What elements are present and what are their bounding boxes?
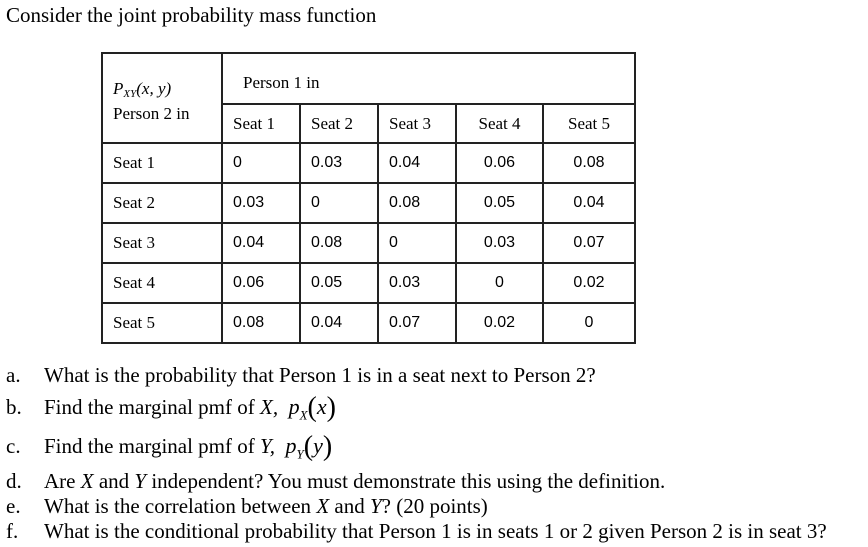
row-label: Seat 2 bbox=[102, 183, 222, 223]
table-cell: 0.07 bbox=[378, 303, 456, 343]
table-cell: 0.03 bbox=[300, 143, 378, 183]
table-cell: 0.05 bbox=[456, 183, 543, 223]
page-heading: Consider the joint probability mass function bbox=[6, 3, 377, 27]
table-cell: 0 bbox=[543, 303, 635, 343]
table-cell: 0.04 bbox=[222, 223, 300, 263]
table-row bbox=[102, 183, 635, 223]
row-label: Seat 4 bbox=[102, 263, 222, 303]
table-cell: 0 bbox=[222, 143, 300, 183]
table-cell: 0.03 bbox=[378, 263, 456, 303]
column-header: Seat 3 bbox=[378, 104, 456, 143]
question-text: What is the correlation between X and Y? (20 points) bbox=[44, 494, 488, 518]
table-cell: 0 bbox=[378, 223, 456, 263]
table-cell: 0.06 bbox=[222, 263, 300, 303]
table-cell: 0.04 bbox=[378, 143, 456, 183]
table-cell: 0.07 bbox=[543, 223, 635, 263]
question-letter: c. bbox=[6, 434, 21, 458]
table-cell: 0.08 bbox=[300, 223, 378, 263]
question-text: What is the probability that Person 1 is in a seat next to Person 2? bbox=[44, 363, 596, 387]
table-cell: 0.02 bbox=[543, 263, 635, 303]
row-label: Seat 3 bbox=[102, 223, 222, 263]
table-cell: 0 bbox=[300, 183, 378, 223]
table-cell: 0.04 bbox=[300, 303, 378, 343]
table-cell: 0.05 bbox=[300, 263, 378, 303]
table-row bbox=[102, 263, 635, 303]
question-text: Find the marginal pmf of X, $p_X(x)$ bbox=[44, 392, 336, 423]
table-cell: 0.08 bbox=[378, 183, 456, 223]
row-label: Seat 5 bbox=[102, 303, 222, 343]
column-header: Seat 5 bbox=[543, 104, 635, 143]
row-label: Seat 1 bbox=[102, 143, 222, 183]
table-cell: 0.08 bbox=[543, 143, 635, 183]
marginal-pmf-y: $p_Y(y)$ bbox=[285, 431, 333, 462]
table-cell: 0.08 bbox=[222, 303, 300, 343]
column-header: Seat 2 bbox=[300, 104, 378, 143]
question-letter: a. bbox=[6, 363, 21, 387]
table-cell: 0.04 bbox=[543, 183, 635, 223]
table-corner-header bbox=[102, 53, 222, 143]
question-text: Find the marginal pmf of Y, $p_Y(y)$ bbox=[44, 431, 333, 462]
question-letter: b. bbox=[6, 395, 22, 419]
joint-pmf-table bbox=[101, 52, 636, 344]
question-letter: e. bbox=[6, 494, 21, 518]
table-row bbox=[102, 223, 635, 263]
column-group-label: Person 1 in bbox=[222, 53, 635, 104]
table-cell: 0.02 bbox=[456, 303, 543, 343]
table-cell: 0 bbox=[456, 263, 543, 303]
pmf-function-label: $P_{XY}(x$, y) bbox=[113, 78, 172, 100]
table-row bbox=[102, 303, 635, 343]
question-letter: d. bbox=[6, 469, 22, 493]
table-cell: 0.03 bbox=[456, 223, 543, 263]
marginal-pmf-x: $p_X(x)$ bbox=[288, 392, 336, 423]
table-cell: 0.06 bbox=[456, 143, 543, 183]
table-row bbox=[102, 143, 635, 183]
question-text: What is the conditional probability that Person 1 is in seats 1 or 2 given Person 2 is in seat 3? bbox=[44, 519, 827, 543]
question-letter: f. bbox=[6, 519, 19, 543]
column-header: Seat 4 bbox=[456, 104, 543, 143]
table-cell: 0.03 bbox=[222, 183, 300, 223]
column-header: Seat 1 bbox=[222, 104, 300, 143]
question-text: Are X and Y independent? You must demonstrate this using the definition. bbox=[44, 469, 666, 493]
row-group-label: Person 2 in bbox=[113, 103, 190, 123]
